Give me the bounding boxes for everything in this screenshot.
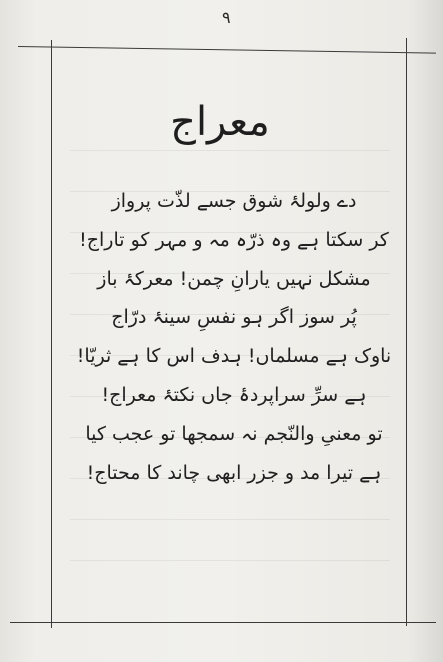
bottom-border-rule xyxy=(10,622,436,623)
verse-line: تو معنیِ والنّجم نہ سمجھا تو عجب کیا xyxy=(85,422,383,445)
poem-body xyxy=(70,182,398,492)
poem-title: معراج xyxy=(170,99,270,145)
verse-line: دے ولولۂ شوق جسے لذّت پرواز xyxy=(111,190,357,212)
verse-line: ہے سرِّ سراپردۂ جاں نکتۂ معراج! xyxy=(101,383,367,406)
left-border-rule xyxy=(51,40,52,628)
page-number: ۹ xyxy=(222,8,231,27)
verse-line: ناوک ہے مسلماں! ہدف اس کا ہے ثریّا! xyxy=(76,345,392,368)
right-border-rule xyxy=(406,38,407,626)
verse-line: پُر سوز اگر ہو نفسِ سینۂ درّاج xyxy=(111,306,357,329)
verse-line: ہے تیرا مد و جزر ابھی چاند کا محتاج! xyxy=(86,461,382,484)
verse-line: کر سکتا ہے وہ ذرّہ مہ و مہر کو تاراج! xyxy=(79,228,389,251)
top-border-rule xyxy=(18,46,436,54)
verse-line: مشکل نہیں یارانِ چمن! معرکۂ باز xyxy=(97,267,371,290)
